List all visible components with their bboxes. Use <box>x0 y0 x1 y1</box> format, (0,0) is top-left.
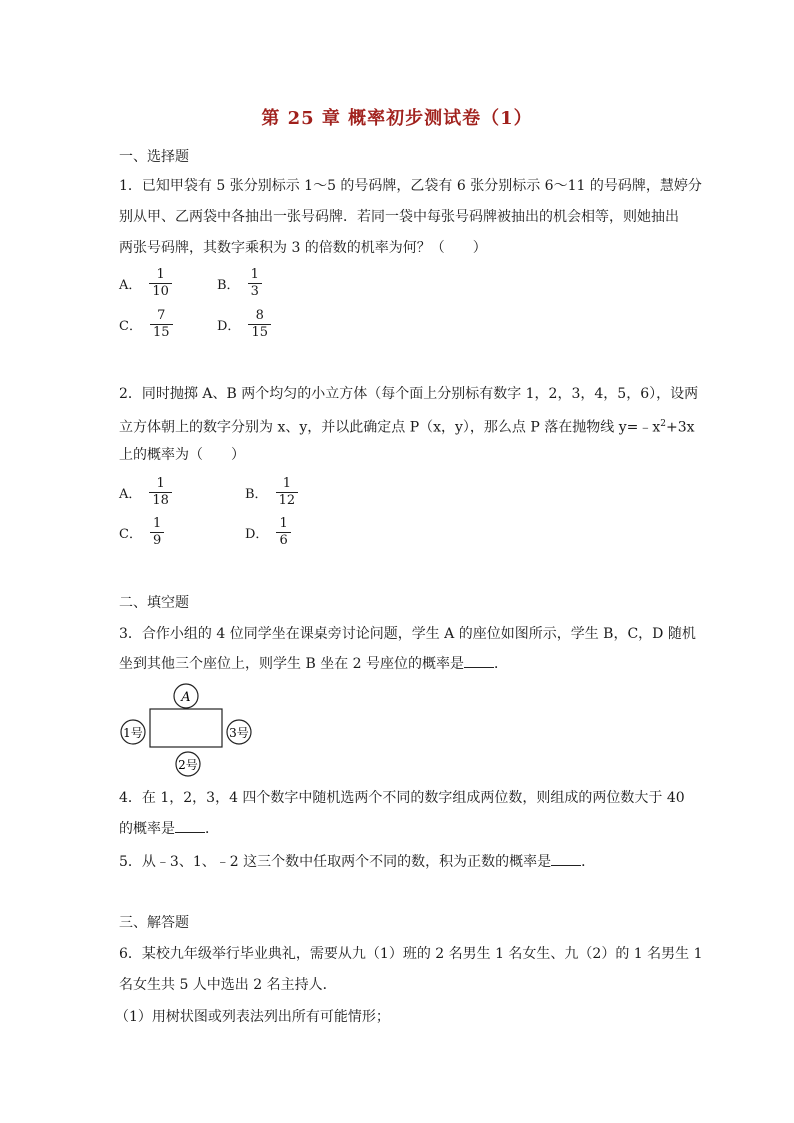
fraction: $\frac{8}{15}$ <box>248 308 271 341</box>
answer-blank[interactable] <box>551 851 581 866</box>
fraction: $\frac{1}{6}$ <box>276 516 290 549</box>
q2-option-d[interactable] <box>245 516 291 549</box>
seat-bottom-label: 2号 <box>178 758 198 772</box>
fraction: $\frac{1}{12}$ <box>276 476 299 509</box>
fraction: $\frac{1}{10}$ <box>149 267 172 300</box>
page-title: 第 25 章 概率初步测试卷（1） <box>261 108 533 129</box>
option-label: B． <box>217 278 240 293</box>
desk-rectangle <box>150 709 222 747</box>
answer-blank[interactable] <box>175 818 205 833</box>
q6-sub1: （1）用树状图或列表法列出所有可能情形； <box>115 1009 390 1025</box>
q1-option-b[interactable] <box>217 267 262 300</box>
seat-right-label: 3号 <box>229 726 249 740</box>
q6-line1: 6．某校九年级举行毕业典礼，需要从九（1）班的 2 名男生 1 名女生、九（2）的 1 名男生 1 <box>119 946 703 962</box>
fraction: $\frac{1}{18}$ <box>149 476 172 509</box>
option-label: B． <box>245 487 268 502</box>
seating-diagram <box>116 682 258 778</box>
fraction: $\frac{1}{3}$ <box>248 267 262 300</box>
option-label: A． <box>119 487 142 502</box>
q4-line1: 4．在 1，2，3，4 四个数字中随机选两个不同的数字组成两位数，则组成的两位数大于 40 <box>119 790 685 806</box>
q2-line3: 上的概率为（ ） <box>119 447 245 463</box>
q2-option-b[interactable] <box>245 476 298 509</box>
fraction: $\frac{1}{9}$ <box>150 516 164 549</box>
option-label: C． <box>119 319 142 334</box>
q1-line1: 1．已知甲袋有 5 张分别标示 1～5 的号码牌，乙袋有 6 张分别标示 6～11 的号码牌，慧婷分 <box>119 178 702 194</box>
section-heading-solve: 三、解答题 <box>119 915 189 931</box>
q2-option-c[interactable] <box>119 516 164 549</box>
option-label: A． <box>119 278 142 293</box>
q3-line1: 3．合作小组的 4 位同学坐在课桌旁讨论问题，学生 A 的座位如图所示，学生 B，C，D 随机 <box>119 626 696 642</box>
option-label: C． <box>119 527 142 542</box>
q6-line2: 名女生共 5 人中选出 2 名主持人． <box>119 977 337 993</box>
q2-line1: 2．同时抛掷 A、B 两个均匀的小立方体（每个面上分别标有数字 1，2，3，4，5，6），设两 <box>119 386 699 402</box>
q4-line2: 的概率是 ． <box>119 815 219 843</box>
q1-option-d[interactable] <box>217 308 271 341</box>
fraction: $\frac{7}{15}$ <box>150 308 173 341</box>
seat-top-label: A <box>181 690 191 705</box>
q1-option-a[interactable] <box>119 267 172 300</box>
answer-blank[interactable] <box>464 653 494 668</box>
option-label: D． <box>245 527 269 542</box>
q2-option-a[interactable] <box>119 476 172 509</box>
q2-line2: 立方体朝上的数字分别为 x、y，并以此确定点 P（x，y），那么点 P 落在抛物线 $y=﹣x^2+3x$ <box>119 419 695 436</box>
q1-line2: 别从甲、乙两袋中各抽出一张号码牌．若同一袋中每张号码牌被抽出的机会相等，则她抽出 <box>119 209 679 225</box>
section-heading-choice: 一、选择题 <box>119 149 189 165</box>
option-label: D． <box>217 319 241 334</box>
q3-line2: 坐到其他三个座位上，则学生 B 坐在 2 号座位的概率是 ． <box>119 650 508 678</box>
q1-option-c[interactable] <box>119 308 173 341</box>
seat-left-label: 1号 <box>123 726 143 740</box>
q5-line1: 5．从﹣3、1、﹣2 这三个数中任取两个不同的数，积为正数的概率是 ． <box>119 848 595 876</box>
q1-line3: 两张号码牌，其数字乘积为 3 的倍数的机率为何？（ ） <box>119 240 487 256</box>
section-heading-fill: 二、填空题 <box>119 595 189 611</box>
